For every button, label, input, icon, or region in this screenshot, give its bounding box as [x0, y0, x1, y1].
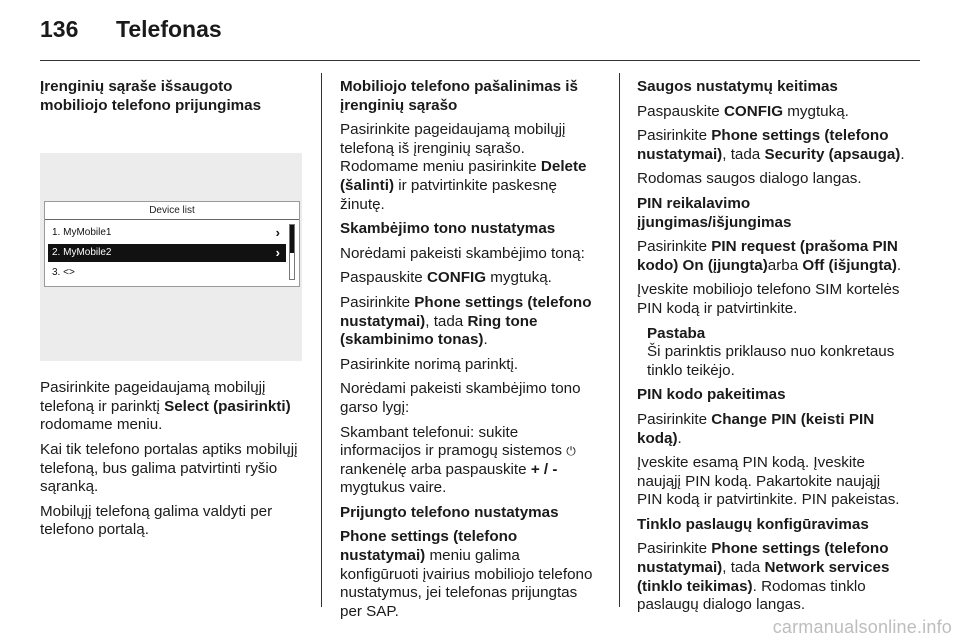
paragraph: Pasirinkite PIN request (prašoma PIN kodo) On (įjungta)arba Off (išjungta). — [637, 238, 902, 274]
paragraph: Pasirinkite Phone settings (telefono nustatymai), tada Network services (tinklo teikimas). Rodomas tinklo paslaugų dialogo langas. — [637, 540, 890, 614]
section-heading: Skambėjimo tono nustatymas — [340, 220, 556, 238]
device-list-item — [48, 264, 286, 282]
paragraph: Pasirinkite pageidaujamą mobilųjį telefoną ir parinktį Select (pasirinkti) rodomame meniu. — [40, 379, 291, 434]
column-divider — [619, 73, 620, 607]
page-title: Telefonas — [116, 16, 222, 42]
power-knob-icon: ⏻ — [566, 444, 576, 459]
note-text: Ši parinktis priklauso nuo konkretaus tinklo teikėjo. — [647, 343, 895, 379]
column-3 — [637, 78, 905, 621]
device-list-title: Device list — [45, 202, 299, 220]
device-list-screen — [44, 201, 300, 287]
paragraph: Kai tik telefono portalas aptiks mobilųjį telefoną, bus galima patvirtinti ryšio sąranką. — [40, 440, 298, 496]
section-heading: Saugos nustatymų keitimas — [637, 78, 838, 95]
page-number: 136 — [40, 16, 79, 42]
device-list-item-label: 1. MyMobile1 — [52, 227, 112, 239]
paragraph: Rodomame meniu pasirinkite Delete (šalinti) ir patvirtinkite paskesnę žinutę. — [340, 158, 587, 213]
paragraph: Pasirinkite Phone settings (telefono nustatymai), tada Ring tone (skambinimo tonas). — [340, 293, 592, 349]
paragraph: Rodomas saugos dialogo langas. — [637, 170, 862, 188]
section-heading: Mobiliojo telefono pašalinimas iš įrenginių sąrašo — [340, 78, 578, 114]
paragraph: Norėdami pakeisti skambėjimo toną: — [340, 244, 585, 262]
section-heading: PIN reikalavimo įjungimas/išjungimas — [637, 194, 792, 231]
device-list-item — [48, 224, 286, 242]
note-title: Pastaba — [647, 324, 706, 342]
device-list-figure — [40, 153, 302, 361]
scrollbar-thumb — [290, 225, 294, 253]
paragraph: Pasirinkite norimą parinktį. — [340, 355, 519, 373]
column-divider — [321, 73, 322, 607]
note-box — [647, 325, 905, 381]
watermark: carmanualsonline.info — [772, 617, 952, 637]
section-heading: Įrenginių sąraše išsaugoto mobiliojo telefono prijungimas — [40, 78, 262, 114]
section-heading: Tinklo paslaugų konfigūravimas — [637, 515, 869, 533]
paragraph: Įveskite esamą PIN kodą. Įveskite naująjį PIN kodą. Pakartokite naująjį PIN kodą ir patvirtinkite. PIN pakeistas. — [637, 454, 900, 509]
paragraph: Paspauskite CONFIG mygtuką. — [340, 269, 552, 287]
paragraph: Pasirinkite pageidaujamą mobilųjį telefoną iš įrenginių sąrašo. — [340, 121, 566, 157]
device-list-scrollbar — [289, 224, 295, 280]
header-rule — [40, 60, 920, 61]
paragraph: Paspauskite CONFIG mygtuką. — [637, 102, 849, 120]
paragraph: Įveskite mobiliojo telefono SIM kortelės PIN kodą ir patvirtinkite. — [637, 281, 900, 317]
paragraph: Skambant telefonui: sukite informacijos ir pramogų sistemos ⏻ rankenėlę arba paspauskite + / - mygtukus vaire. — [340, 423, 576, 497]
paragraph: Mobilųjį telefoną galima valdyti per telefono portalą. — [40, 502, 273, 539]
paragraph: Phone settings (telefono nustatymai) meniu galima konfigūruoti įvairius mobiliojo telefono nustatymus, jei telefonas prijungtas per SAP. — [340, 528, 593, 620]
device-list-item-selected — [48, 244, 286, 262]
chevron-right-icon: › — [275, 245, 280, 261]
page-header — [40, 16, 222, 50]
paragraph: Pasirinkite Phone settings (telefono nustatymai), tada Security (apsauga). — [637, 127, 905, 163]
device-list-item-label: 3. <> — [52, 267, 75, 279]
section-heading: PIN kodo pakeitimas — [637, 386, 786, 404]
column-1 — [40, 78, 302, 546]
paragraph: Pasirinkite Change PIN (keisti PIN kodą). — [637, 410, 875, 447]
column-2 — [340, 78, 602, 627]
paragraph: Norėdami pakeisti skambėjimo tono garso lygį: — [340, 380, 581, 416]
device-list-item-label: 2. MyMobile2 — [52, 247, 112, 259]
chevron-right-icon: › — [275, 225, 280, 241]
section-heading: Prijungto telefono nustatymas — [340, 503, 559, 521]
